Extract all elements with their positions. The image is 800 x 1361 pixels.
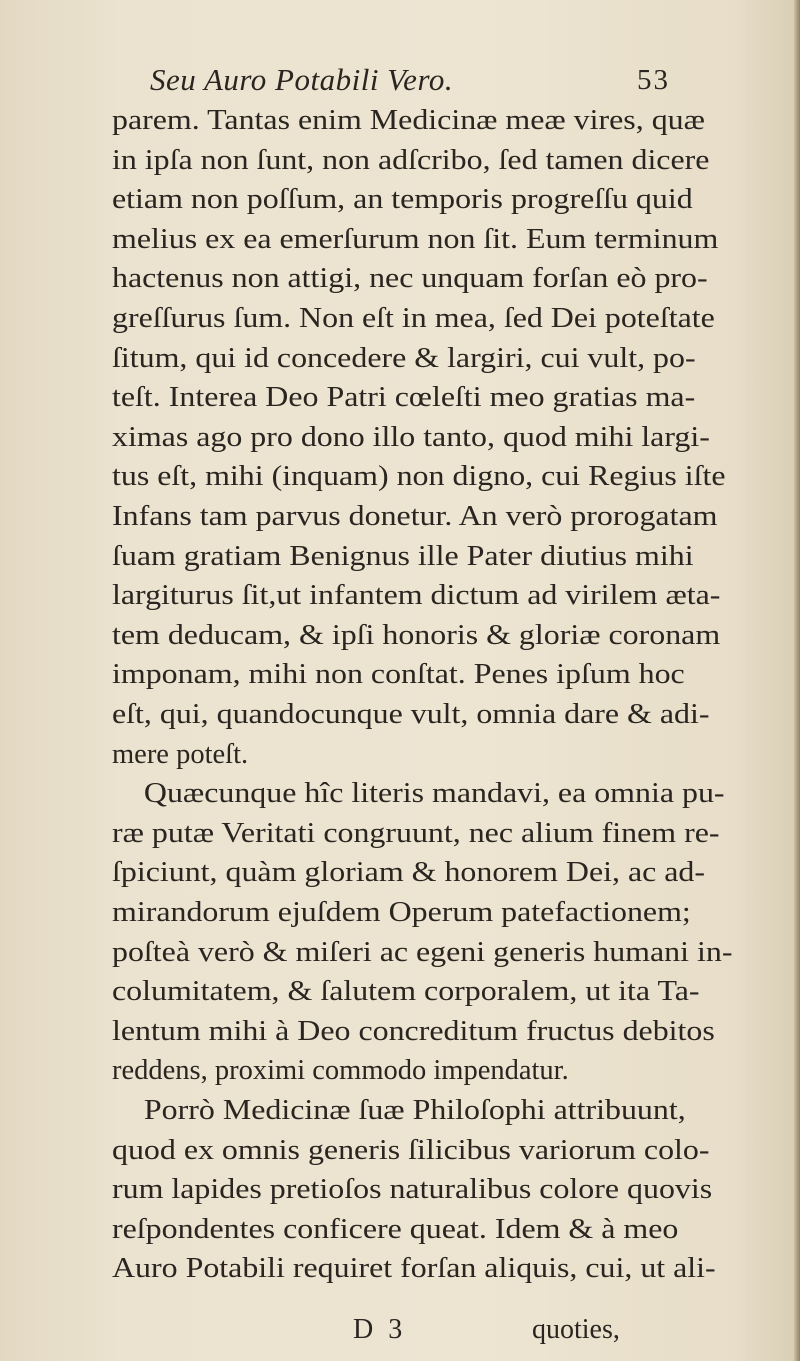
text-line: mirandorum ejuſdem Operum patefactionem; (112, 897, 691, 928)
text-line: ræ putæ Veritati congruunt, nec alium finem re- (112, 817, 720, 849)
text-line: etiam non poſſum, an temporis progreſſu quid (112, 184, 693, 216)
page-header (110, 62, 670, 102)
text-line: ſuam gratiam Benignus ille Pater diutius mihi (112, 540, 694, 572)
text-line: lentum mihi à Deo concreditum fructus debitos (112, 1015, 715, 1047)
text-line: eſt, qui, quandocunque vult, omnia dare & adi- (112, 699, 710, 730)
text-line: greſſurus ſum. Non eſt in mea, ſed Dei poteſtate (112, 303, 715, 334)
text-line: mere poteſt. (112, 738, 249, 770)
running-head: Seu Auro Potabili Vero. (150, 62, 454, 97)
text-line: Quæcunque hîc literis mandavi, ea omnia pu- (112, 778, 725, 810)
text-line: in ipſa non ſunt, non adſcribo, ſed tamen dicere (112, 144, 710, 176)
text-line: reddens, proximi commodo impendatur. (112, 1055, 569, 1087)
text-line: teſt. Interea Deo Patri cœleſti meo gratias ma- (112, 382, 696, 414)
text-line: Auro Potabili requiret forſan aliquis, cui, ut ali- (112, 1253, 716, 1285)
catchword: quoties, (532, 1314, 620, 1345)
text-line: reſpondentes conficere queat. Idem & à meo (112, 1213, 679, 1245)
text-line: tem deducam, & ipſi honoris & gloriæ coronam (112, 619, 721, 651)
page-footer (0, 1314, 800, 1354)
text-line: Infans tam parvus donetur. An verò prorogatam (112, 501, 718, 532)
signature-mark: D 3 (353, 1314, 407, 1345)
text-line: Porrò Medicinæ ſuæ Philoſophi attribuunt, (112, 1095, 686, 1126)
page-edge (794, 0, 800, 1361)
text-line: ſpiciunt, quàm gloriam & honorem Dei, ac ad- (112, 857, 706, 889)
text-line: ſitum, qui id concedere & largiri, cui vult, po- (112, 342, 696, 374)
text-line: ximas ago pro dono illo tanto, quod mihi largi- (112, 421, 710, 453)
page-number: 53 (637, 64, 670, 96)
text-line: quod ex omnis generis ſilicibus variorum colo- (112, 1134, 710, 1166)
text-line: poſteà verò & miſeri ac egeni generis humani in- (112, 936, 733, 968)
text-line: imponam, mihi non conſtat. Penes ipſum hoc (112, 659, 685, 691)
text-line: columitatem, & ſalutem corporalem, ut ita Ta- (112, 976, 700, 1008)
text-line: largiturus ſit,ut infantem dictum ad virilem æta- (112, 580, 721, 612)
text-line: rum lapides pretioſos naturalibus colore quovis (112, 1174, 713, 1206)
text-line: melius ex ea emerſurum non ſit. Eum terminum (112, 223, 719, 255)
text-line: hactenus non attigi, nec unquam forſan eò pro- (112, 263, 708, 295)
text-line: parem. Tantas enim Medicinæ meæ vires, quæ (112, 105, 705, 136)
text-line: tus eſt, mihi (inquam) non digno, cui Regius iſte (112, 461, 726, 493)
